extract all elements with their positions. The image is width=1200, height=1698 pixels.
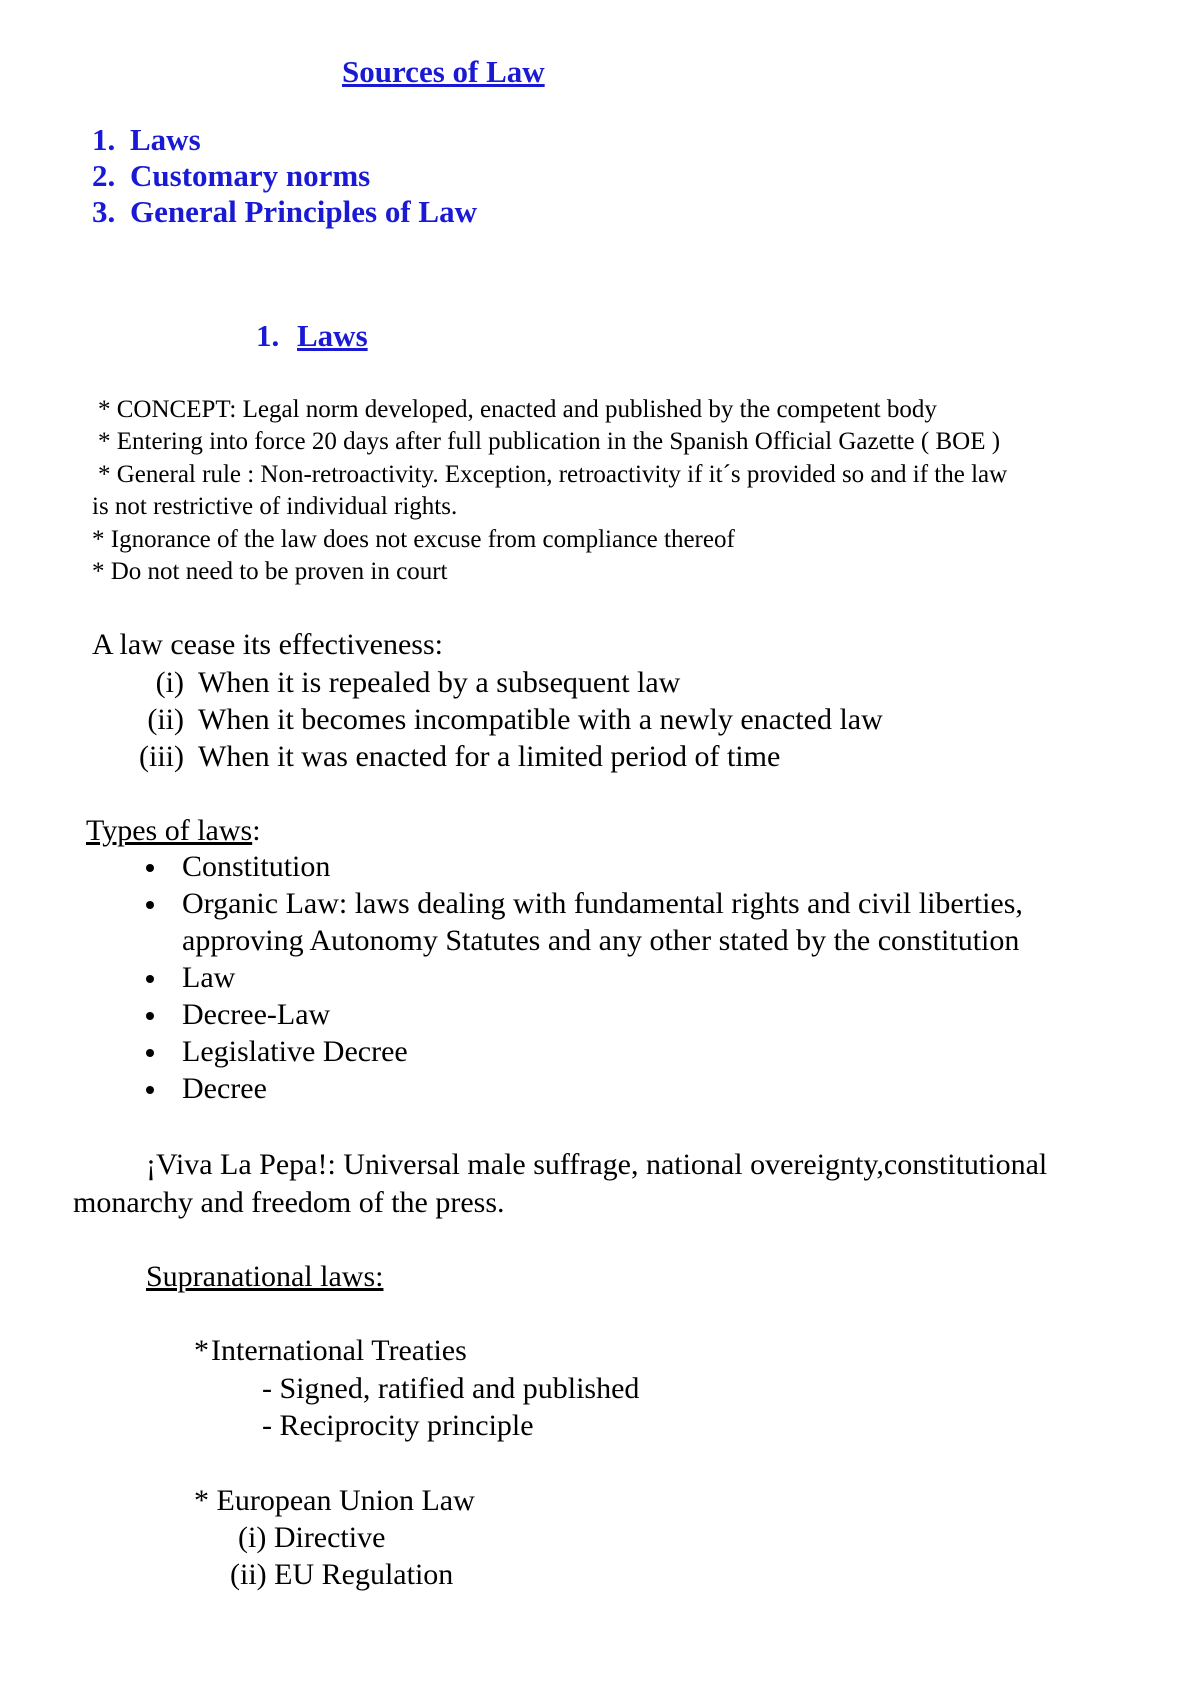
toc-item-number: 3. xyxy=(92,194,116,229)
types-item: Decree xyxy=(182,1072,267,1105)
types-item: Decree-Law xyxy=(182,998,331,1031)
types-heading-text: Types of laws xyxy=(86,814,253,847)
toc-list xyxy=(92,122,692,232)
concept-line: * Ignorance of the law does not excuse from compliance thereof xyxy=(92,526,735,553)
cease-item-text: When it becomes incompatible with a newly enacted law xyxy=(198,703,883,736)
concept-line: * CONCEPT: Legal norm developed, enacted and published by the competent body xyxy=(98,396,937,423)
page-title: Sources of Law xyxy=(342,54,545,89)
types-item: Constitution xyxy=(182,850,331,883)
toc-item-label: General Principles of Law xyxy=(130,194,477,229)
eu-law-heading: * European Union Law xyxy=(194,1484,475,1517)
toc-item-number: 1. xyxy=(92,122,116,157)
types-item: Legislative Decree xyxy=(182,1035,408,1068)
bullet-icon xyxy=(146,1012,154,1020)
treaties-star: * xyxy=(194,1334,209,1367)
pepa-line: monarchy and freedom of the press. xyxy=(73,1186,505,1219)
bullet-icon xyxy=(146,1049,154,1057)
concept-line: is not restrictive of individual rights. xyxy=(92,493,458,520)
eu-law-item: (ii) EU Regulation xyxy=(230,1558,454,1591)
cease-item-number: (ii) xyxy=(147,703,184,736)
bullet-icon xyxy=(146,975,154,983)
toc-item-label: Customary norms xyxy=(130,158,371,193)
types-heading xyxy=(86,814,261,848)
types-item: Law xyxy=(182,961,236,994)
cease-list xyxy=(0,666,1200,776)
bullet-icon xyxy=(146,901,154,909)
types-item-continued: approving Autonomy Statutes and any other stated by the constitution xyxy=(182,924,1020,957)
cease-intro: A law cease its effectiveness: xyxy=(92,628,443,661)
cease-item-number: (i) xyxy=(155,666,184,699)
toc-item-number: 2. xyxy=(92,158,116,193)
concept-line: * Do not need to be proven in court xyxy=(92,558,448,585)
cease-item-number: (iii) xyxy=(139,740,184,773)
bullet-icon xyxy=(146,864,154,872)
cease-item-text: When it is repealed by a subsequent law xyxy=(198,666,681,699)
types-list xyxy=(0,850,1200,1110)
concept-line: * General rule : Non-retroactivity. Exception, retroactivity if it´s provided so and if the law xyxy=(98,461,1008,488)
types-heading-colon: : xyxy=(252,814,261,847)
toc-item-label: Laws xyxy=(130,122,201,157)
section-heading xyxy=(256,318,368,354)
section-title: Laws xyxy=(297,318,368,353)
concept-line: * Entering into force 20 days after full publication in the Spanish Official Gazette ( BOE ) xyxy=(98,428,1001,455)
treaties-label: International Treaties xyxy=(211,1334,467,1367)
eu-law-item: (i) Directive xyxy=(238,1521,386,1554)
treaties-item: - Reciprocity principle xyxy=(262,1409,534,1442)
cease-item-text: When it was enacted for a limited period of time xyxy=(198,740,781,773)
types-item: Organic Law: laws dealing with fundamental rights and civil liberties, xyxy=(182,887,1023,920)
bullet-icon xyxy=(146,1086,154,1094)
treaties-item: - Signed, ratified and published xyxy=(262,1372,640,1405)
section-number: 1. xyxy=(256,318,280,353)
treaties-heading xyxy=(194,1334,467,1368)
supranational-heading: Supranational laws: xyxy=(146,1260,384,1293)
pepa-line: ¡Viva La Pepa!: Universal male suffrage, national overeignty,constitutional xyxy=(146,1148,1048,1181)
